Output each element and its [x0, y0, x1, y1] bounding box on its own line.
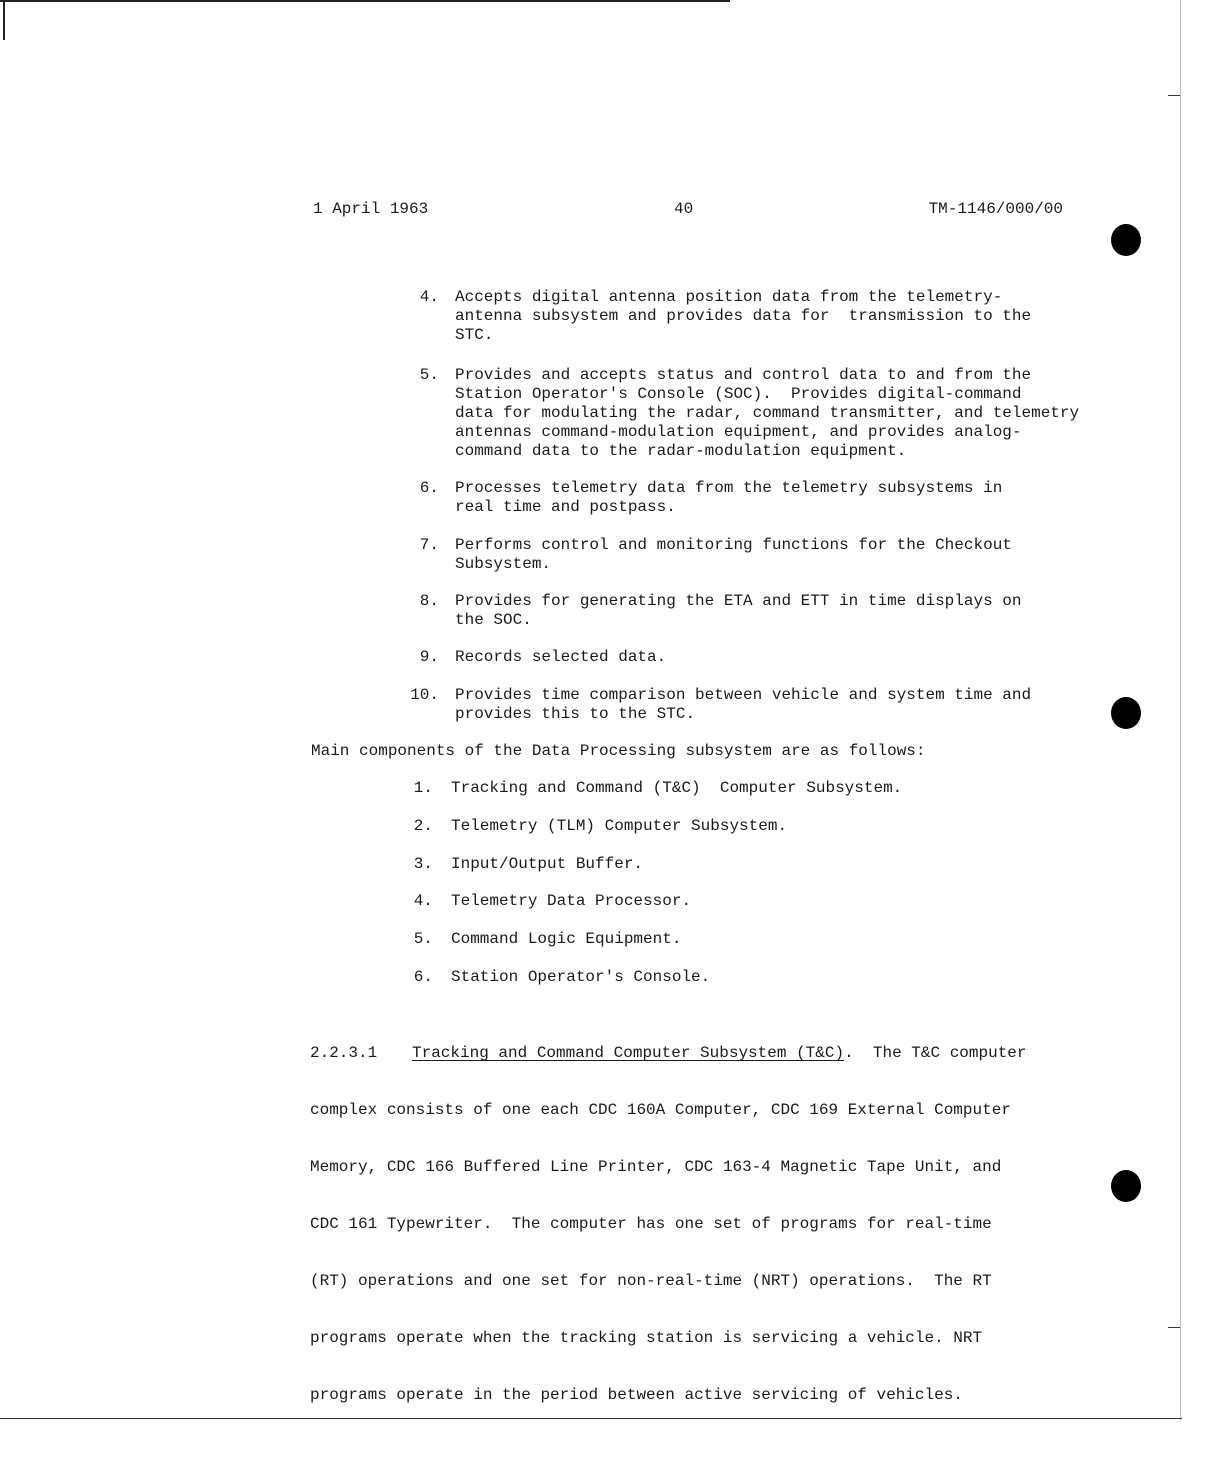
- list-item: [419, 288, 1032, 345]
- section-number: 2.2.3.1: [310, 1044, 378, 1062]
- list-item-text: Tracking and Command (T&C) Computer Subsystem.: [451, 779, 903, 797]
- page-number: 40: [674, 200, 694, 218]
- list-item-line: command data to the radar-modulation equipment.: [455, 442, 907, 460]
- list-item-number: 5.: [419, 366, 439, 384]
- list-item-line: real time and postpass.: [455, 498, 676, 516]
- list-item: [410, 686, 1032, 724]
- list-item: [413, 892, 692, 911]
- list-item-number: 8.: [419, 592, 439, 610]
- components-intro: Main components of the Data Processing subsystem are as follows:: [311, 742, 926, 760]
- list-item-number: 1.: [413, 779, 433, 797]
- list-item-text: Command Logic Equipment.: [451, 930, 682, 948]
- punch-hole-middle: [1111, 697, 1141, 729]
- scan-tick-mark: [1168, 95, 1180, 96]
- document-id: TM-1146/000/00: [928, 200, 1063, 218]
- section-title: Tracking and Command Computer Subsystem (T&C): [412, 1044, 845, 1062]
- list-item: [419, 648, 667, 667]
- list-item-line: antennas command-modulation equipment, and provides analog-: [455, 423, 1022, 441]
- list-item-number: 10.: [410, 686, 439, 704]
- scan-tick-mark: [1168, 1327, 1180, 1328]
- list-item: [419, 479, 1003, 517]
- list-item-text: Telemetry Data Processor.: [451, 892, 692, 910]
- list-item-line: Accepts digital antenna position data from the telemetry-: [455, 288, 1003, 306]
- list-item-line: Provides for generating the ETA and ETT in time displays on: [455, 592, 1022, 610]
- scan-border-right: [1180, 0, 1181, 1420]
- list-item-number: 4.: [413, 892, 433, 910]
- section-first-line: [310, 1044, 1027, 1063]
- list-item: [419, 592, 1022, 630]
- list-item: [413, 968, 711, 987]
- list-item-line: STC.: [455, 326, 494, 344]
- list-item: [413, 855, 644, 874]
- paragraph-line: Memory, CDC 166 Buffered Line Printer, CDC 163-4 Magnetic Tape Unit, and: [310, 1158, 1002, 1176]
- paragraph-line: programs operate in the period between active servicing of vehicles.: [310, 1386, 963, 1404]
- list-item: [413, 817, 788, 836]
- list-item-number: 4.: [419, 288, 439, 306]
- list-item-text: Station Operator's Console.: [451, 968, 711, 986]
- scan-border-top: [0, 0, 730, 2]
- section-first-line-rest: . The T&C computer: [844, 1044, 1027, 1062]
- scan-border-left: [3, 0, 5, 40]
- list-item-line: data for modulating the radar, command transmitter, and telemetry: [455, 404, 1080, 422]
- paragraph-line: (RT) operations and one set for non-real-time (NRT) operations. The RT: [310, 1272, 992, 1290]
- list-item-text: Input/Output Buffer.: [451, 855, 644, 873]
- list-item-line: Provides time comparison between vehicle and system time and: [455, 686, 1032, 704]
- paragraph-line: CDC 161 Typewriter. The computer has one set of programs for real-time: [310, 1215, 992, 1233]
- list-item-number: 6.: [419, 479, 439, 497]
- paragraph-line: programs operate when the tracking station is servicing a vehicle. NRT: [310, 1329, 983, 1347]
- list-item-line: Records selected data.: [455, 648, 667, 666]
- punch-hole-top: [1111, 224, 1141, 256]
- list-item-line: Performs control and monitoring functions for the Checkout: [455, 536, 1012, 554]
- list-item-number: 9.: [419, 648, 439, 666]
- list-item-line: the SOC.: [455, 611, 532, 629]
- list-item-line: provides this to the STC.: [455, 705, 696, 723]
- list-item-line: Station Operator's Console (SOC). Provides digital-command: [455, 385, 1022, 403]
- list-item-text: Telemetry (TLM) Computer Subsystem.: [451, 817, 788, 835]
- page-header: [313, 200, 1063, 220]
- list-item-line: Processes telemetry data from the telemetry subsystems in: [455, 479, 1003, 497]
- section-paragraph: [310, 1006, 1027, 1424]
- list-item-line: antenna subsystem and provides data for transmission to the: [455, 307, 1032, 325]
- list-item-line: Subsystem.: [455, 555, 552, 573]
- list-item: [413, 779, 903, 798]
- list-item: [413, 930, 682, 949]
- header-date: 1 April 1963: [313, 200, 429, 218]
- list-item-line: Provides and accepts status and control data to and from the: [455, 366, 1032, 384]
- list-item-number: 6.: [413, 968, 433, 986]
- list-item-number: 7.: [419, 536, 439, 554]
- list-item-number: 5.: [413, 930, 433, 948]
- list-item: [419, 536, 1012, 574]
- list-item: [419, 366, 1080, 461]
- punch-hole-bottom: [1111, 1170, 1141, 1202]
- paragraph-line: complex consists of one each CDC 160A Computer, CDC 169 External Computer: [310, 1101, 1011, 1119]
- list-item-number: 2.: [413, 817, 433, 835]
- list-item-number: 3.: [413, 855, 433, 873]
